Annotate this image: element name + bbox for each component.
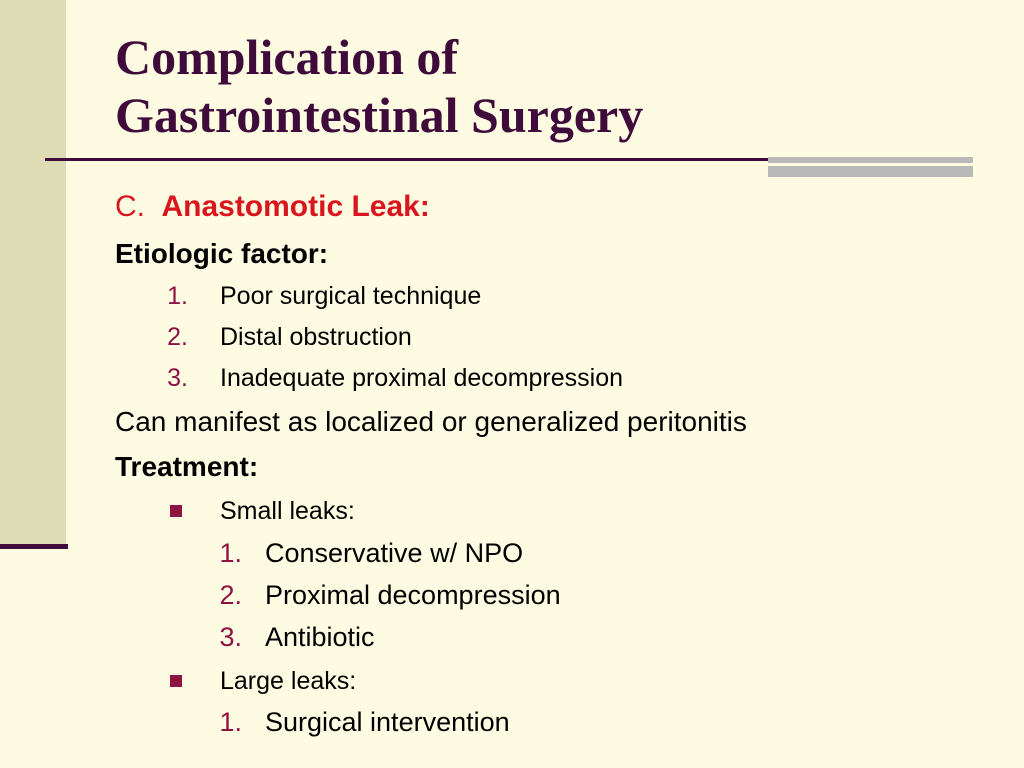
small-leaks-number: 2. bbox=[219, 580, 242, 610]
etiology-number: 3. bbox=[167, 364, 188, 392]
small-leaks-number: 3. bbox=[219, 622, 242, 652]
etiology-text: Inadequate proximal decompression bbox=[220, 364, 624, 392]
small-leaks-text: Proximal decompression bbox=[265, 580, 561, 610]
section-title: Anastomotic Leak: bbox=[161, 190, 430, 223]
etiology-text: Poor surgical technique bbox=[220, 282, 482, 310]
small-leaks-number: 1. bbox=[219, 538, 242, 568]
small-leaks-bullet bbox=[0, 497, 1024, 529]
small-leaks-text: Conservative w/ NPO bbox=[265, 538, 524, 568]
etiology-item bbox=[0, 364, 1024, 396]
etiology-item bbox=[0, 282, 1024, 314]
title-line-1: Complication of bbox=[115, 29, 459, 85]
section-letter: C. bbox=[115, 190, 145, 223]
etiology-text: Distal obstruction bbox=[220, 323, 412, 351]
title-underline bbox=[45, 158, 775, 161]
large-leaks-bullet bbox=[0, 667, 1024, 699]
large-leaks-label: Large leaks: bbox=[220, 667, 357, 695]
etiology-number: 1. bbox=[167, 282, 188, 310]
large-leaks-number: 1. bbox=[219, 707, 242, 737]
etiology-heading: Etiologic factor: bbox=[115, 238, 329, 269]
etiology-item bbox=[0, 323, 1024, 355]
square-bullet-icon bbox=[170, 675, 182, 687]
manifest-text: Can manifest as localized or generalized peritonitis bbox=[115, 406, 747, 437]
small-leaks-item bbox=[0, 538, 1024, 572]
etiology-number: 2. bbox=[167, 323, 188, 351]
title-accent-bar bbox=[768, 157, 973, 177]
title-line-2: Gastrointestinal Surgery bbox=[115, 87, 644, 143]
small-leaks-item bbox=[0, 622, 1024, 656]
small-leaks-text: Antibiotic bbox=[265, 622, 375, 652]
treatment-heading: Treatment: bbox=[115, 451, 259, 482]
square-bullet-icon bbox=[170, 505, 182, 517]
section-heading bbox=[115, 190, 430, 224]
large-leaks-item bbox=[0, 707, 1024, 741]
large-leaks-text: Surgical intervention bbox=[265, 707, 510, 737]
left-decorative-bar bbox=[0, 0, 66, 545]
small-leaks-item bbox=[0, 580, 1024, 614]
small-leaks-label: Small leaks: bbox=[220, 497, 355, 525]
slide-title bbox=[115, 28, 975, 144]
